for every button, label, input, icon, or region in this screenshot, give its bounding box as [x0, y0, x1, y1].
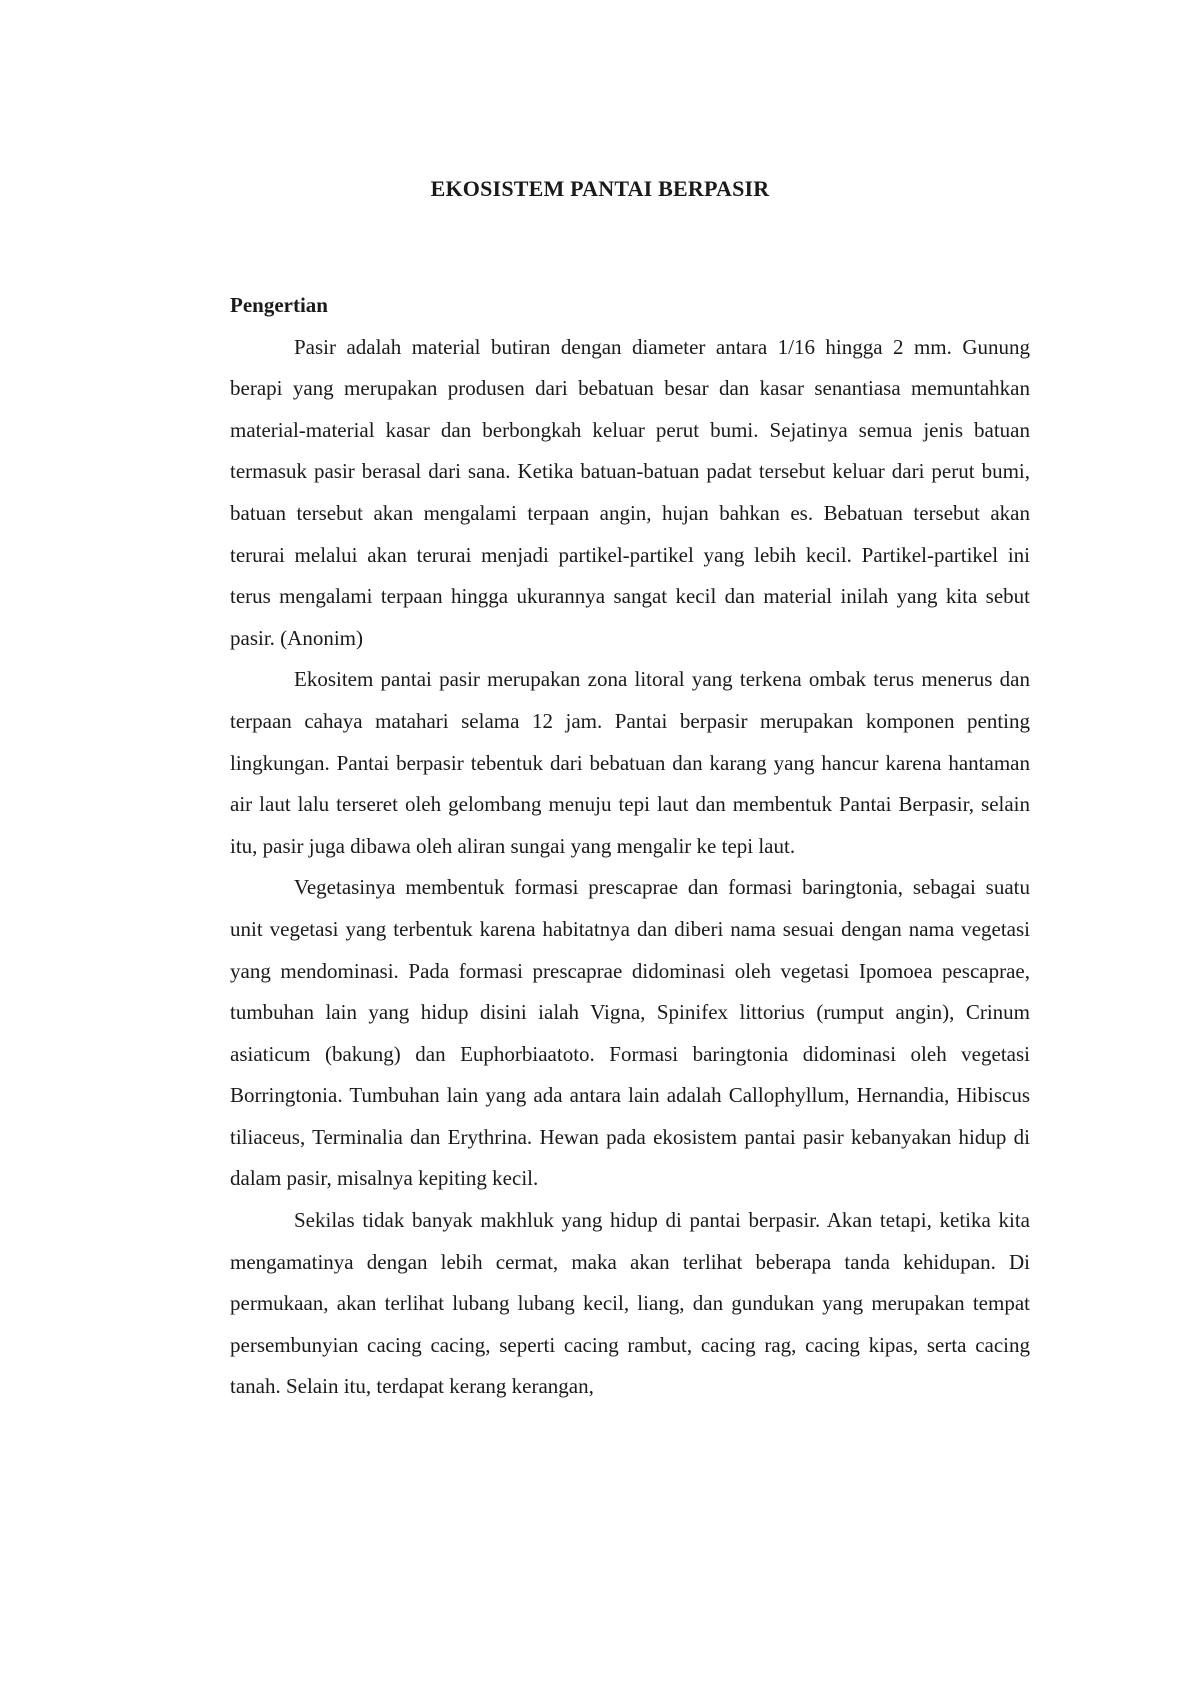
document-title: EKOSISTEM PANTAI BERPASIR	[430, 176, 770, 201]
section-heading: Pengertian	[230, 293, 328, 317]
paragraph-4: Sekilas tidak banyak makhluk yang hidup di pantai berpasir. Akan tetapi, ketika kita mengamatinya dengan lebih cermat, maka akan terlihat beberapa tanda kehidupan. Di permukaan, akan terlihat lubang lubang kecil, liang, dan gundukan yang merupakan tempat persembunyian cacing cacing, seperti cacing rambut, cacing rag, cacing kipas, serta cacing tanah. Selain itu, terdapat kerang kerangan,	[230, 1208, 1030, 1399]
paragraph-3: Vegetasinya membentuk formasi prescaprae dan formasi baringtonia, sebagai suatu unit vegetasi yang terbentuk karena habitatnya dan diberi nama sesuai dengan nama vegetasi yang mendominasi. Pada formasi prescaprae didominasi oleh vegetasi Ipomoea pescaprae, tumbuhan lain yang hidup disini ialah Vigna, Spinifex littorius (rumput angin), Crinum asiaticum (bakung) dan Euphorbiaatoto. Formasi baringtonia didominasi oleh vegetasi Borringtonia. Tumbuhan lain yang ada antara lain adalah Callophyllum, Hernandia, Hibiscus tiliaceus, Terminalia dan Erythrina. Hewan pada ekosistem pantai pasir kebanyakan hidup di dalam pasir, misalnya kepiting kecil.	[230, 875, 1030, 1191]
paragraph-2: Ekositem pantai pasir merupakan zona litoral yang terkena ombak terus menerus dan terpaan cahaya matahari selama 12 jam. Pantai berpasir merupakan komponen penting lingkungan. Pantai berpasir tebentuk dari bebatuan dan karang yang hancur karena hantaman air laut lalu terseret oleh gelombang menuju tepi laut dan membentuk Pantai Berpasir, selain itu, pasir juga dibawa oleh aliran sungai yang mengalir ke tepi laut.	[230, 667, 1030, 858]
document-body	[230, 285, 1030, 1408]
paragraph-1: Pasir adalah material butiran dengan diameter antara 1/16 hingga 2 mm. Gunung berapi yang merupakan produsen dari bebatuan besar dan kasar senantiasa memuntahkan material-material kasar dan berbongkah keluar perut bumi. Sejatinya semua jenis batuan termasuk pasir berasal dari sana. Ketika batuan-batuan padat tersebut keluar dari perut bumi, batuan tersebut akan mengalami terpaan angin, hujan bahkan es. Bebatuan tersebut akan terurai melalui akan terurai menjadi partikel-partikel yang lebih kecil. Partikel-partikel ini terus mengalami terpaan hingga ukurannya sangat kecil dan material inilah yang kita sebut pasir. (Anonim)	[230, 334, 1030, 650]
